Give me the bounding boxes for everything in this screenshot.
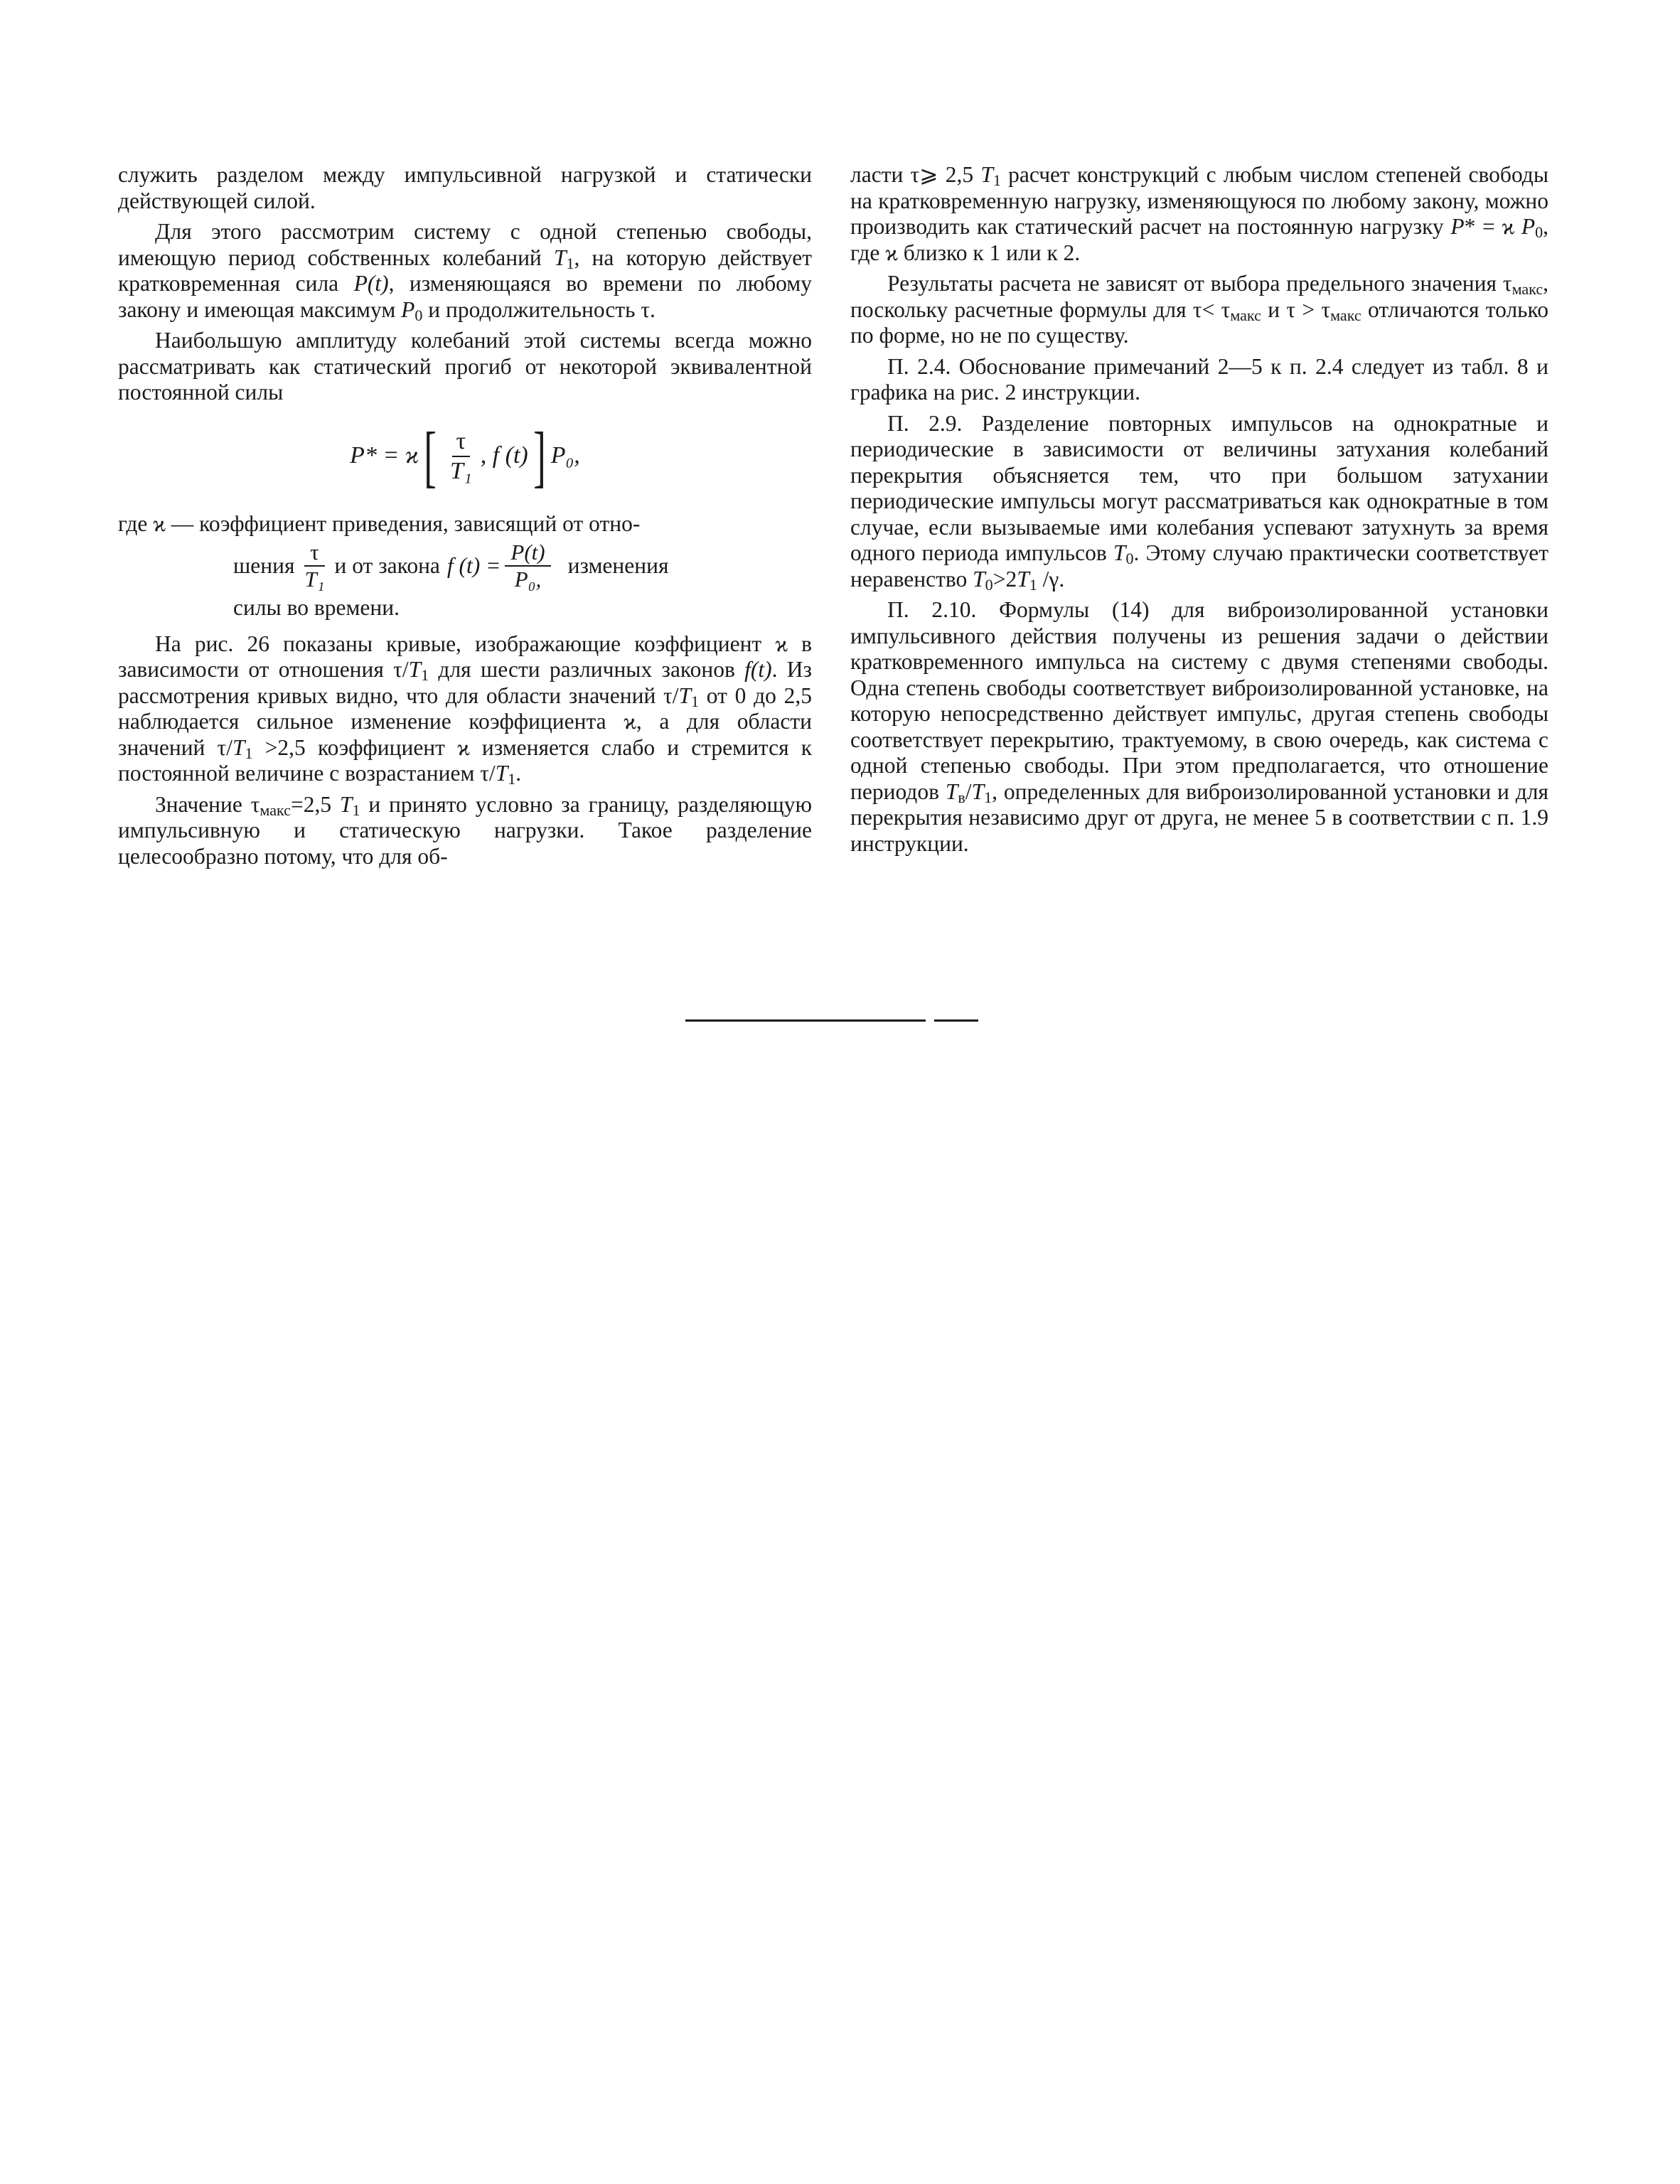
left-paragraph-1 <box>118 162 812 214</box>
sub-maks: макс <box>1230 306 1261 324</box>
symbol-Pt: P(t) <box>353 271 389 296</box>
symbol-T: T <box>678 682 691 708</box>
sub-maks: макс <box>1330 306 1361 324</box>
symbol-T: T <box>971 778 985 804</box>
left-paragraph-5 <box>118 792 812 870</box>
sub-maks: макс <box>1512 279 1543 298</box>
fraction-denominator: P₀, <box>514 567 542 592</box>
fraction-numerator: P(t) <box>505 540 550 567</box>
text: и от закона <box>334 552 440 578</box>
text: и τ > τ <box>1261 296 1331 322</box>
symbol-P: P <box>1450 214 1465 239</box>
sub-1: 1 <box>421 665 429 684</box>
right-bracket: ] <box>533 417 546 494</box>
symbol-ft-eq: f (t) = <box>446 552 501 578</box>
end-rule-short <box>934 1019 978 1022</box>
symbol-T: T <box>973 566 985 592</box>
text: Наибольшую амплитуду колебаний этой системы всегда можно рассматривать как статический прогиб от некоторой эквивалентной постоянной силы <box>118 328 812 405</box>
symbol-T: T <box>945 778 958 804</box>
text: Для этого рассмотрим систему с одной степенью свободы, имеющую период собственных колебаний <box>118 219 812 270</box>
sub-0: 0 <box>414 306 423 324</box>
text: ласти τ⩾ 2,5 <box>850 162 981 187</box>
symbol-T: T <box>408 657 422 682</box>
left-paragraph-4: На рис. 26 показаны кривые, изображающие коэффициент ϰ в зависимости от отношения $\tau/T_1$ для шести различных законов f(t). Из рассмотрения кривых видно, что для области значений $\tau/T_1$ от 0 до 2,5 наблюдается сильное изменение коэффициента ϰ, а для области значений $\tau/T_1 >2,5$ коэффициент ϰ изменяется слабо и стремится к постоянной величине с возрастанием $\tau/T_1$. <box>118 631 812 788</box>
text: , на которую действует кратковременная сила <box>118 245 812 296</box>
sub-1: 1 <box>508 769 516 788</box>
right-paragraph-3 <box>850 354 1548 406</box>
text: =2,5 <box>290 791 340 817</box>
text: П. 2.10. Формулы (14) для виброизолированной установки импульсивного действия получены из решения задачи о действии кратковременного импульса на систему с двумя степенями свободы. Одна степень свободы соответствует виброизолированной установке, на которую непосредственно действует импульс, другая степень свободы соответствует перекрытию, трактуемому, в свою очередь, как система с одной степенью свободы. При этом предполагается, что отношение периодов <box>850 597 1548 804</box>
text: изменения <box>567 552 669 578</box>
symbol-P: P <box>401 296 415 322</box>
fraction-tau-T1-small <box>299 540 330 592</box>
right-column <box>850 162 1548 862</box>
text: На рис. 26 показаны кривые, изображающие коэффициент ϰ в зависимости от отношения τ/ <box>118 631 812 682</box>
formula-ft: , f (t) <box>480 442 528 469</box>
fraction-denominator: T₁ <box>304 567 325 592</box>
text: для шести различных законов <box>429 657 745 682</box>
text: Значение τ <box>155 791 260 817</box>
symbol-P: P <box>1521 214 1536 239</box>
sub-0: 0 <box>1125 549 1134 567</box>
symbol-ft: f(t) <box>744 657 772 682</box>
text: расчет конструкций с любым числом степеней свободы на кратковременную нагрузку, изменяющуюся по любому закону, можно производить как статический расчет на постоянную нагрузку <box>850 162 1548 239</box>
right-paragraph-1 <box>850 162 1548 266</box>
sub-1: 1 <box>566 254 574 272</box>
symbol-T: T <box>1017 566 1029 592</box>
text: / <box>965 778 972 804</box>
fraction-denominator: T₁ <box>449 457 472 484</box>
text: силы во времени. <box>233 595 400 620</box>
text: П. 2.9. Разделение повторных импульсов на однократные и периодические в зависимости от величины затухания колебаний перекрытия объясняется тем, что при большом затухании периодические импульсы могут рассматриваться как однократные в том случае, если вызываемые ими колебания успевают затухнуть за время одного периода импульсов <box>850 410 1548 565</box>
symbol-T: T <box>553 245 567 270</box>
text: отличаются только по форме, но не по существу. <box>850 296 1548 348</box>
text: . Из рассмотрения кривых видно, что для области значений τ/ <box>118 657 812 708</box>
symbol-T: T <box>980 162 993 187</box>
text: служить разделом между импульсивной нагрузкой и статически действующей силой. <box>118 162 812 213</box>
text: >2,5 коэффициент ϰ изменяется слабо и стремится к постоянной величине с возрастанием τ/ <box>118 734 812 786</box>
right-paragraph-5 <box>850 597 1548 857</box>
sub-maks: макс <box>260 801 291 819</box>
sub-1: 1 <box>352 801 360 819</box>
left-column <box>118 162 812 874</box>
text: , определенных для виброизолированной установки и для перекрытия независимо друг от друга, не менее 5 в соответствии с п. 1.9 инструкции. <box>850 778 1548 856</box>
where-line-2 <box>118 540 812 592</box>
text: и продолжительность τ. <box>422 296 656 322</box>
text: /γ. <box>1037 566 1065 592</box>
sub-0: 0 <box>1535 223 1543 241</box>
fraction-tau-T1 <box>446 427 476 486</box>
left-paragraph-2 <box>118 219 812 323</box>
sub-1: 1 <box>993 171 1001 189</box>
left-paragraph-3 <box>118 328 812 406</box>
fraction-Pt-P0 <box>505 540 550 592</box>
text: П. 2.4. Обоснование примечаний 2—5 к п. 2.4 следует из табл. 8 и графика на рис. 2 инструкции. <box>850 353 1548 405</box>
text: >2 <box>993 566 1017 592</box>
symbol-T: T <box>339 791 353 817</box>
text: . Этому случаю практически соответствует неравенство <box>850 540 1548 592</box>
sub-v: в <box>958 788 965 806</box>
text: , изменяющаяся во времени по любому закону и имеющая максимум <box>118 271 812 322</box>
formula-P0: P₀, <box>550 442 580 469</box>
symbol-T: T <box>1113 540 1126 565</box>
fraction-numerator: τ <box>304 540 324 567</box>
where-line-1 <box>118 511 812 537</box>
text: от 0 до 2,5 наблюдается сильное изменение коэффициента ϰ, а для области значений τ/ <box>118 682 812 760</box>
fraction-numerator: τ <box>452 427 471 457</box>
text: шения <box>233 552 295 578</box>
text: , поскольку расчетные формулы для τ< τ <box>850 271 1548 322</box>
end-rule-long <box>685 1019 926 1022</box>
text: и принято условно за границу, разделяющую импульсивную и статическую нагрузки. Такое разделение целесообразно потому, что для об- <box>118 791 812 869</box>
formula-lhs: P* = ϰ <box>350 442 419 469</box>
sub-1: 1 <box>984 788 993 806</box>
text: где ϰ — коэффициент приведения, зависящий от отно- <box>118 510 641 536</box>
where-line-3 <box>118 595 812 621</box>
sub-1: 1 <box>245 744 253 762</box>
formula-equivalent-force <box>118 417 812 494</box>
left-bracket: [ <box>424 417 437 494</box>
symbol-T: T <box>495 761 508 786</box>
text: * = ϰ <box>1464 214 1521 239</box>
sub-1: 1 <box>691 692 700 710</box>
sub-1: 1 <box>1029 575 1037 594</box>
symbol-T: T <box>232 734 245 760</box>
text: , где ϰ близко к 1 или к 2. <box>850 214 1548 265</box>
right-paragraph-4 <box>850 411 1548 593</box>
sub-0: 0 <box>985 575 993 594</box>
text: Результаты расчета не зависят от выбора предельного значения τ <box>887 271 1512 296</box>
right-paragraph-2 <box>850 271 1548 349</box>
